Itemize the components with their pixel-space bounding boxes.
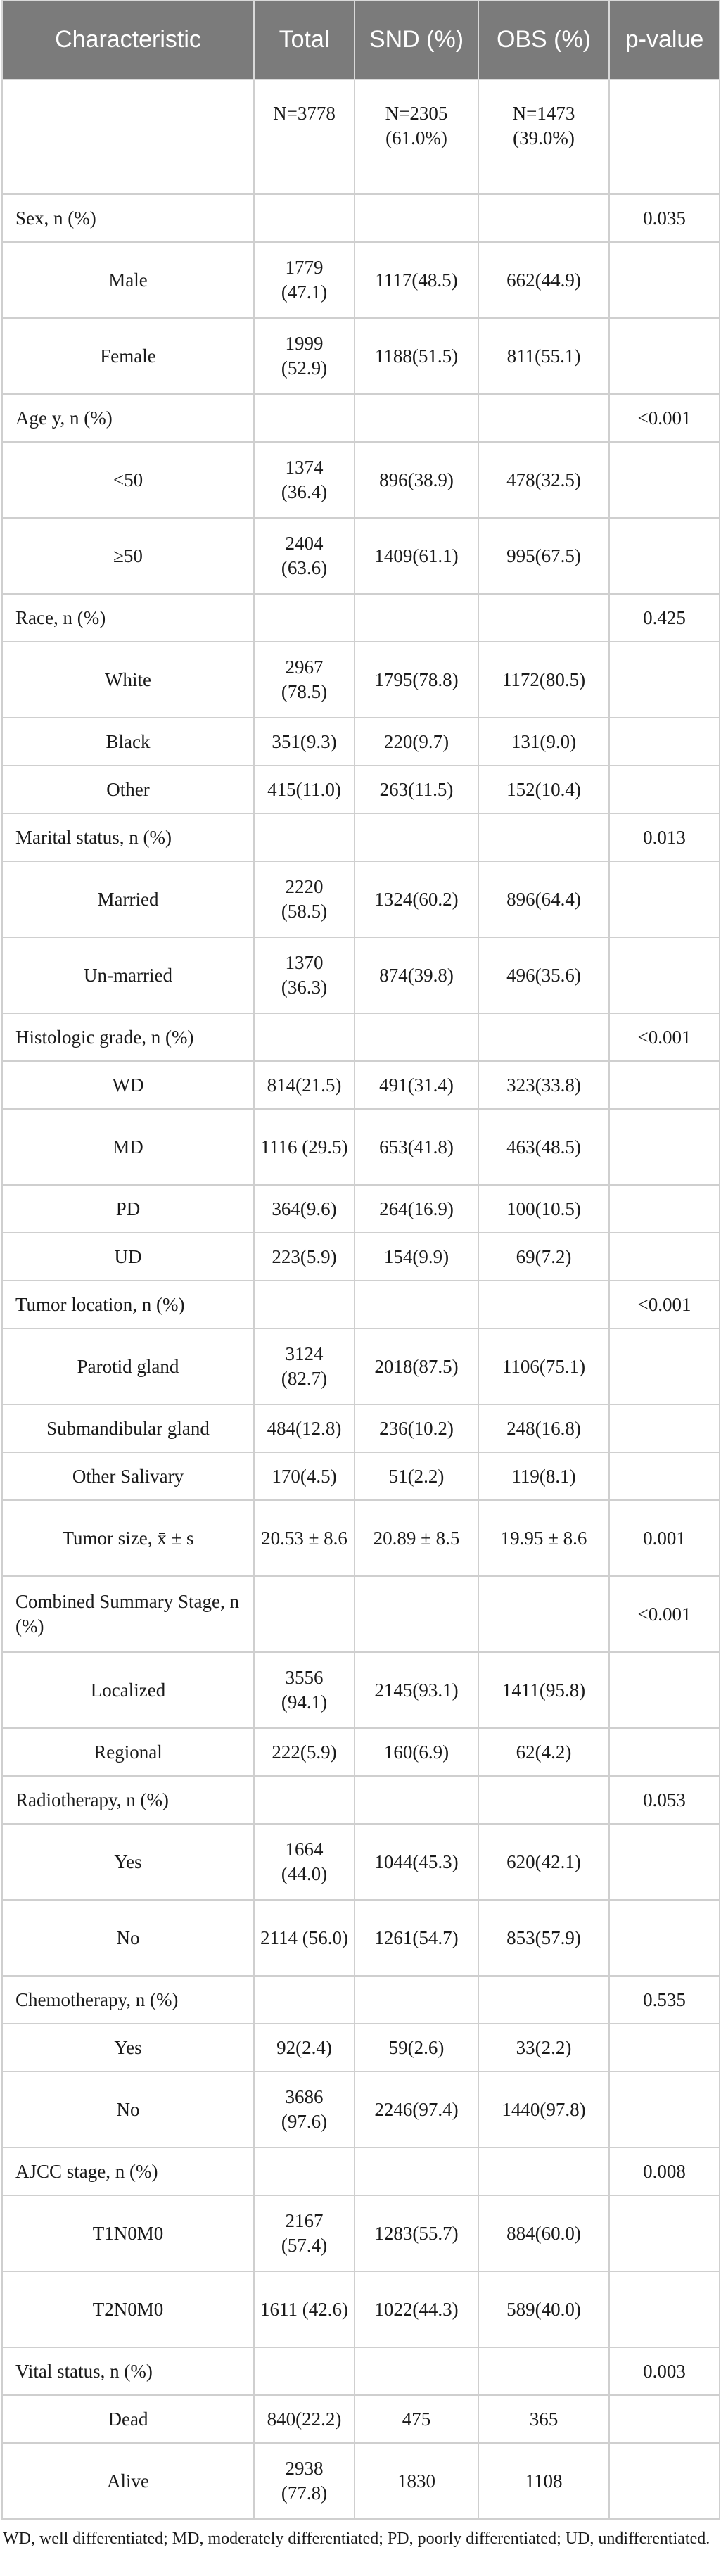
cell-snd <box>355 1976 478 2024</box>
cell-snd: 1409(61.1) <box>355 518 478 594</box>
header-p-value: p-value <box>609 1 720 80</box>
cell-characteristic: Male <box>2 242 254 318</box>
cell-snd: 1022(44.3) <box>355 2271 478 2347</box>
cell-snd: 263(11.5) <box>355 766 478 813</box>
cell-total: 2404 (63.6) <box>254 518 355 594</box>
group-row <box>2 1281 720 1328</box>
cell-total: 3556 (94.1) <box>254 1652 355 1728</box>
table-row <box>2 2395 720 2443</box>
cell-snd: 1117(48.5) <box>355 242 478 318</box>
cell-p-value <box>609 80 720 194</box>
cell-obs: 995(67.5) <box>478 518 609 594</box>
table-row <box>2 1728 720 1776</box>
cell-snd <box>355 394 478 442</box>
group-row <box>2 1976 720 2024</box>
cell-characteristic: T2N0M0 <box>2 2271 254 2347</box>
table-row <box>2 861 720 937</box>
cell-total <box>254 194 355 242</box>
table-row <box>2 1500 720 1576</box>
group-row <box>2 194 720 242</box>
cell-total: 1116 (29.5) <box>254 1109 355 1185</box>
cell-characteristic: Female <box>2 318 254 394</box>
table-row <box>2 1233 720 1281</box>
cell-characteristic: MD <box>2 1109 254 1185</box>
table-row <box>2 1900 720 1976</box>
cell-total: 2167 (57.4) <box>254 2195 355 2271</box>
cell-p-value <box>609 2024 720 2071</box>
cell-snd: 2018(87.5) <box>355 1328 478 1404</box>
cell-p-value <box>609 2195 720 2271</box>
cell-obs: 811(55.1) <box>478 318 609 394</box>
table-row <box>2 937 720 1013</box>
table-row <box>2 2195 720 2271</box>
cell-characteristic: No <box>2 2071 254 2147</box>
cell-obs <box>478 2347 609 2395</box>
cell-snd: 896(38.9) <box>355 442 478 518</box>
table-row <box>2 2443 720 2519</box>
characteristics-table <box>1 0 720 2520</box>
cell-p-value: <0.001 <box>609 1013 720 1061</box>
group-row <box>2 1013 720 1061</box>
cell-obs <box>478 1013 609 1061</box>
cell-obs: 1172(80.5) <box>478 642 609 718</box>
cell-snd: 236(10.2) <box>355 1404 478 1452</box>
cell-total: 3686 (97.6) <box>254 2071 355 2147</box>
cell-snd <box>355 2347 478 2395</box>
cell-snd: 874(39.8) <box>355 937 478 1013</box>
cell-p-value: 0.013 <box>609 813 720 861</box>
cell-snd: 1324(60.2) <box>355 861 478 937</box>
cell-p-value <box>609 518 720 594</box>
cell-obs: 1106(75.1) <box>478 1328 609 1404</box>
table-row <box>2 2071 720 2147</box>
cell-obs: 1108 <box>478 2443 609 2519</box>
table-row <box>2 2271 720 2347</box>
cell-obs <box>478 1976 609 2024</box>
table-row <box>2 2024 720 2071</box>
cell-obs: 620(42.1) <box>478 1824 609 1900</box>
cell-characteristic: Married <box>2 861 254 937</box>
cell-snd: 2145(93.1) <box>355 1652 478 1728</box>
cell-total <box>254 1576 355 1652</box>
cell-snd <box>355 1776 478 1824</box>
cell-snd <box>355 813 478 861</box>
cell-p-value: 0.425 <box>609 594 720 642</box>
cell-snd: 1830 <box>355 2443 478 2519</box>
cell-obs <box>478 1776 609 1824</box>
cell-snd: 264(16.9) <box>355 1185 478 1233</box>
table-row <box>2 1824 720 1900</box>
table-row <box>2 1109 720 1185</box>
cell-characteristic: Chemotherapy, n (%) <box>2 1976 254 2024</box>
cell-snd <box>355 194 478 242</box>
cell-p-value <box>609 937 720 1013</box>
cell-total <box>254 1281 355 1328</box>
cell-p-value <box>609 2443 720 2519</box>
cell-total <box>254 1976 355 2024</box>
cell-p-value <box>609 1452 720 1500</box>
cell-total: 1611 (42.6) <box>254 2271 355 2347</box>
cell-snd: N=2305 (61.0%) <box>355 80 478 194</box>
cell-obs <box>478 2147 609 2195</box>
cell-characteristic: WD <box>2 1061 254 1109</box>
cell-snd: 160(6.9) <box>355 1728 478 1776</box>
cell-characteristic: Localized <box>2 1652 254 1728</box>
cell-characteristic: Black <box>2 718 254 766</box>
cell-p-value <box>609 1233 720 1281</box>
cell-p-value <box>609 642 720 718</box>
cell-characteristic: Tumor size, x̄ ± s <box>2 1500 254 1576</box>
cell-obs <box>478 594 609 642</box>
cell-snd: 1044(45.3) <box>355 1824 478 1900</box>
cell-obs: 662(44.9) <box>478 242 609 318</box>
cell-obs: 119(8.1) <box>478 1452 609 1500</box>
table-footnote: WD, well differentiated; MD, moderately differentiated; PD, poorly differentiated; UD, undifferentiated. <box>3 2530 710 2548</box>
table-row <box>2 642 720 718</box>
cell-snd <box>355 1013 478 1061</box>
cell-obs: 100(10.5) <box>478 1185 609 1233</box>
cell-p-value: <0.001 <box>609 1281 720 1328</box>
table-row <box>2 1652 720 1728</box>
cell-characteristic: Marital status, n (%) <box>2 813 254 861</box>
group-row <box>2 1576 720 1652</box>
cell-obs: 33(2.2) <box>478 2024 609 2071</box>
cell-obs: 1440(97.8) <box>478 2071 609 2147</box>
cell-total: 351(9.3) <box>254 718 355 766</box>
cell-p-value <box>609 2071 720 2147</box>
cell-total: 2114 (56.0) <box>254 1900 355 1976</box>
cell-snd <box>355 1576 478 1652</box>
cell-p-value: 0.003 <box>609 2347 720 2395</box>
cell-characteristic: Alive <box>2 2443 254 2519</box>
cell-total: 170(4.5) <box>254 1452 355 1500</box>
cell-snd: 1795(78.8) <box>355 642 478 718</box>
cell-p-value: <0.001 <box>609 1576 720 1652</box>
cell-total <box>254 1013 355 1061</box>
cell-characteristic: No <box>2 1900 254 1976</box>
cell-snd: 154(9.9) <box>355 1233 478 1281</box>
cell-characteristic: Dead <box>2 2395 254 2443</box>
cell-snd: 20.89 ± 8.5 <box>355 1500 478 1576</box>
cell-characteristic: UD <box>2 1233 254 1281</box>
group-row <box>2 813 720 861</box>
group-row <box>2 2147 720 2195</box>
header-total: Total <box>254 1 355 80</box>
cell-characteristic: T1N0M0 <box>2 2195 254 2271</box>
cell-total: 1370 (36.3) <box>254 937 355 1013</box>
cell-characteristic: Sex, n (%) <box>2 194 254 242</box>
cell-p-value <box>609 1061 720 1109</box>
cell-snd: 491(31.4) <box>355 1061 478 1109</box>
cell-total <box>254 594 355 642</box>
cell-obs <box>478 1576 609 1652</box>
cell-characteristic: ≥50 <box>2 518 254 594</box>
cell-p-value <box>609 861 720 937</box>
cell-obs: 496(35.6) <box>478 937 609 1013</box>
table-row <box>2 442 720 518</box>
cell-total: 222(5.9) <box>254 1728 355 1776</box>
table-row <box>2 1328 720 1404</box>
header-obs: OBS (%) <box>478 1 609 80</box>
cell-obs: 131(9.0) <box>478 718 609 766</box>
cell-obs: 463(48.5) <box>478 1109 609 1185</box>
cell-total: N=3778 <box>254 80 355 194</box>
cell-total: 484(12.8) <box>254 1404 355 1452</box>
cell-obs <box>478 1281 609 1328</box>
cell-characteristic: PD <box>2 1185 254 1233</box>
cell-snd: 51(2.2) <box>355 1452 478 1500</box>
cell-characteristic: Vital status, n (%) <box>2 2347 254 2395</box>
cell-p-value <box>609 2271 720 2347</box>
cell-p-value <box>609 1109 720 1185</box>
cell-characteristic: Submandibular gland <box>2 1404 254 1452</box>
cell-snd: 1188(51.5) <box>355 318 478 394</box>
cell-obs: 589(40.0) <box>478 2271 609 2347</box>
cell-snd: 220(9.7) <box>355 718 478 766</box>
cell-obs: 248(16.8) <box>478 1404 609 1452</box>
cell-characteristic <box>2 80 254 194</box>
cell-obs: 1411(95.8) <box>478 1652 609 1728</box>
group-row <box>2 394 720 442</box>
cell-characteristic: Tumor location, n (%) <box>2 1281 254 1328</box>
cell-snd: 59(2.6) <box>355 2024 478 2071</box>
cell-total: 415(11.0) <box>254 766 355 813</box>
table-body <box>2 80 720 2519</box>
cell-total: 2967 (78.5) <box>254 642 355 718</box>
cell-obs <box>478 194 609 242</box>
cell-snd: 1261(54.7) <box>355 1900 478 1976</box>
cell-characteristic: Yes <box>2 1824 254 1900</box>
cell-p-value <box>609 2395 720 2443</box>
cell-total <box>254 2347 355 2395</box>
cell-obs: 365 <box>478 2395 609 2443</box>
group-row <box>2 2347 720 2395</box>
cell-characteristic: Histologic grade, n (%) <box>2 1013 254 1061</box>
cell-snd: 1283(55.7) <box>355 2195 478 2271</box>
table-row <box>2 718 720 766</box>
cell-obs: 884(60.0) <box>478 2195 609 2271</box>
cell-p-value <box>609 1404 720 1452</box>
table-row <box>2 242 720 318</box>
cell-snd: 2246(97.4) <box>355 2071 478 2147</box>
cell-total <box>254 813 355 861</box>
cell-p-value: 0.535 <box>609 1976 720 2024</box>
cell-characteristic: Other <box>2 766 254 813</box>
cell-total: 3124 (82.7) <box>254 1328 355 1404</box>
cell-obs: 323(33.8) <box>478 1061 609 1109</box>
cell-p-value <box>609 1728 720 1776</box>
cell-total: 1999 (52.9) <box>254 318 355 394</box>
group-row <box>2 594 720 642</box>
table-row <box>2 518 720 594</box>
header-snd: SND (%) <box>355 1 478 80</box>
cell-p-value: 0.008 <box>609 2147 720 2195</box>
cell-p-value: <0.001 <box>609 394 720 442</box>
cell-total: 1664 (44.0) <box>254 1824 355 1900</box>
cell-obs <box>478 394 609 442</box>
cell-obs: 853(57.9) <box>478 1900 609 1976</box>
cell-total: 840(22.2) <box>254 2395 355 2443</box>
cell-total: 92(2.4) <box>254 2024 355 2071</box>
cell-p-value <box>609 1652 720 1728</box>
cell-obs <box>478 813 609 861</box>
cell-p-value <box>609 718 720 766</box>
cell-total: 20.53 ± 8.6 <box>254 1500 355 1576</box>
table-header <box>2 1 720 80</box>
cell-p-value <box>609 442 720 518</box>
table-row <box>2 1404 720 1452</box>
cell-p-value <box>609 1185 720 1233</box>
table-row <box>2 1185 720 1233</box>
cell-total <box>254 1776 355 1824</box>
cell-snd <box>355 1281 478 1328</box>
sample-size-row <box>2 80 720 194</box>
cell-characteristic: Yes <box>2 2024 254 2071</box>
table-row <box>2 1061 720 1109</box>
cell-characteristic: Regional <box>2 1728 254 1776</box>
cell-characteristic: AJCC stage, n (%) <box>2 2147 254 2195</box>
cell-obs: N=1473 (39.0%) <box>478 80 609 194</box>
cell-characteristic: Other Salivary <box>2 1452 254 1500</box>
cell-snd: 653(41.8) <box>355 1109 478 1185</box>
cell-total <box>254 394 355 442</box>
cell-total: 1779 (47.1) <box>254 242 355 318</box>
cell-obs: 69(7.2) <box>478 1233 609 1281</box>
cell-p-value <box>609 1900 720 1976</box>
group-row <box>2 1776 720 1824</box>
cell-characteristic: Combined Summary Stage, n (%) <box>2 1576 254 1652</box>
cell-characteristic: Age y, n (%) <box>2 394 254 442</box>
cell-p-value: 0.035 <box>609 194 720 242</box>
cell-obs: 896(64.4) <box>478 861 609 937</box>
cell-characteristic: Parotid gland <box>2 1328 254 1404</box>
cell-p-value <box>609 766 720 813</box>
cell-snd: 475 <box>355 2395 478 2443</box>
cell-p-value: 0.053 <box>609 1776 720 1824</box>
cell-characteristic: Un-married <box>2 937 254 1013</box>
cell-snd <box>355 594 478 642</box>
cell-obs: 478(32.5) <box>478 442 609 518</box>
cell-total: 364(9.6) <box>254 1185 355 1233</box>
header-characteristic: Characteristic <box>2 1 254 80</box>
cell-snd <box>355 2147 478 2195</box>
cell-total <box>254 2147 355 2195</box>
table-row <box>2 766 720 813</box>
cell-total: 814(21.5) <box>254 1061 355 1109</box>
cell-total: 223(5.9) <box>254 1233 355 1281</box>
cell-obs: 19.95 ± 8.6 <box>478 1500 609 1576</box>
table-row <box>2 318 720 394</box>
cell-characteristic: Radiotherapy, n (%) <box>2 1776 254 1824</box>
cell-characteristic: Race, n (%) <box>2 594 254 642</box>
cell-total: 2220 (58.5) <box>254 861 355 937</box>
cell-p-value <box>609 242 720 318</box>
table-row <box>2 1452 720 1500</box>
cell-total: 1374 (36.4) <box>254 442 355 518</box>
cell-total: 2938 (77.8) <box>254 2443 355 2519</box>
cell-p-value <box>609 1824 720 1900</box>
cell-obs: 152(10.4) <box>478 766 609 813</box>
cell-p-value <box>609 1328 720 1404</box>
cell-characteristic: <50 <box>2 442 254 518</box>
cell-p-value <box>609 318 720 394</box>
cell-characteristic: White <box>2 642 254 718</box>
cell-p-value: 0.001 <box>609 1500 720 1576</box>
cell-obs: 62(4.2) <box>478 1728 609 1776</box>
